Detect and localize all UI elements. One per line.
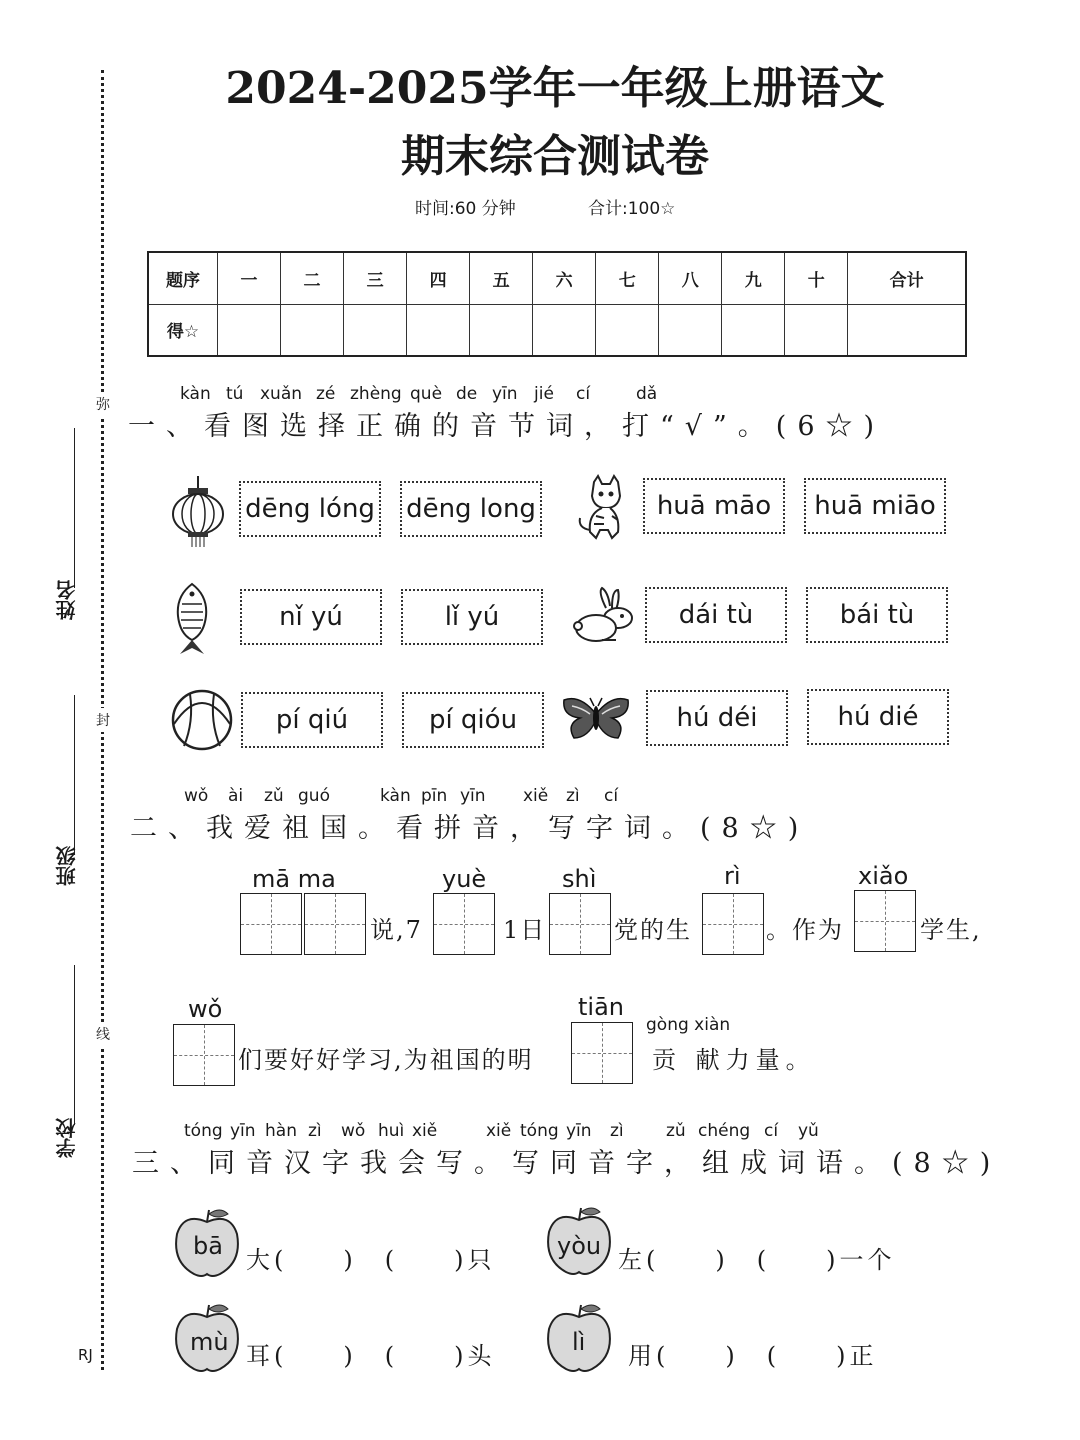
q1-option[interactable]: huā miāo: [804, 478, 946, 534]
q1-option[interactable]: hú déi: [646, 690, 788, 746]
writing-grid[interactable]: [702, 893, 764, 955]
score-table-header-row: [148, 252, 966, 304]
seal-mark-mi: 弥: [96, 392, 110, 416]
q3-pinyin: tóng: [520, 1121, 559, 1141]
score-table: [147, 251, 967, 357]
q2-pinyin: guó: [298, 786, 330, 806]
score-cell[interactable]: [281, 304, 344, 356]
q1-pinyin: jié: [534, 384, 554, 404]
q3-pinyin: chéng: [698, 1121, 751, 1141]
q2-sentence-text: 说,7: [370, 916, 423, 944]
q3-pinyin: zì: [610, 1121, 624, 1141]
q2-pinyin: xiě: [523, 786, 549, 806]
q3-pinyin: wǒ: [341, 1121, 366, 1141]
score-cell[interactable]: [407, 304, 470, 356]
q1-pinyin: tú: [226, 384, 244, 404]
q2-sentence-text: 贡 献力量。: [652, 1046, 816, 1074]
q3-pinyin: xiě: [412, 1121, 438, 1141]
school-label: 学校: [55, 1118, 79, 1158]
q3-blank-line[interactable]: 左( ) ( )一个: [618, 1246, 896, 1274]
apple-pinyin: mù: [190, 1328, 229, 1356]
score-col: 十: [785, 252, 848, 304]
writing-grid[interactable]: [854, 890, 916, 952]
score-col: 五: [470, 252, 533, 304]
lantern-icon: [170, 476, 226, 548]
q2-gongxian-pinyin: gòng xiàn: [646, 1015, 731, 1035]
q1-option[interactable]: hú dié: [807, 689, 949, 745]
writing-grid[interactable]: [240, 893, 302, 955]
q1-option[interactable]: dái tù: [645, 587, 787, 643]
q1-pinyin: kàn: [180, 384, 211, 404]
q3-pinyin: zì: [308, 1121, 322, 1141]
q2-sentence-text: 。作为: [766, 916, 844, 944]
q2-grid-pinyin: yuè: [442, 865, 487, 893]
q1-pinyin: què: [410, 384, 443, 404]
q1-option[interactable]: pí qióu: [402, 692, 544, 748]
writing-grid[interactable]: [304, 893, 366, 955]
q2-pinyin: zì: [566, 786, 580, 806]
q2-sentence-text: 1日: [503, 916, 547, 944]
score-cell[interactable]: [596, 304, 659, 356]
rabbit-icon: [572, 586, 636, 644]
score-cell[interactable]: [470, 304, 533, 356]
q1-pinyin: cí: [576, 384, 591, 404]
q1-title: 一、看图选择正确的音节词，打“√”。(6☆): [128, 411, 886, 442]
score-cell[interactable]: [785, 304, 848, 356]
score-table-score-row: [148, 304, 966, 356]
q3-pinyin: cí: [764, 1121, 779, 1141]
q1-pinyin: zé: [316, 384, 336, 404]
q1-pinyin: yīn: [492, 384, 518, 404]
score-cell[interactable]: [533, 304, 596, 356]
class-label: 班级: [55, 846, 79, 886]
q2-title: 二、我爱祖国。看拼音，写字词。(8☆): [130, 813, 810, 844]
score-col: 七: [596, 252, 659, 304]
q2-grid-pinyin: mā ma: [252, 865, 336, 893]
school-blank-line[interactable]: [74, 965, 75, 1125]
score-col: 一: [218, 252, 281, 304]
q2-pinyin: pīn: [421, 786, 448, 806]
q1-pinyin: zhèng: [350, 384, 402, 404]
q3-pinyin: zǔ: [666, 1121, 686, 1141]
fish-icon: [172, 582, 212, 656]
score-col: 六: [533, 252, 596, 304]
q3-blank-line[interactable]: 大( ) ( )只: [246, 1246, 496, 1274]
q3-pinyin: huì: [378, 1121, 405, 1141]
q2-grid-pinyin: xiǎo: [858, 862, 909, 890]
q2-sentence-text: 们要好好学习,为祖国的明: [238, 1046, 534, 1074]
q1-option[interactable]: huā māo: [643, 478, 785, 534]
writing-grid[interactable]: [571, 1022, 633, 1084]
q2-pinyin: kàn: [380, 786, 411, 806]
q2-sentence-text: 学生,: [920, 916, 982, 944]
score-cell[interactable]: [659, 304, 722, 356]
q3-pinyin: yīn: [230, 1121, 256, 1141]
q1-option[interactable]: dēng lóng: [239, 481, 381, 537]
q1-option[interactable]: dēng long: [400, 481, 542, 537]
exam-time: 时间:60 分钟: [415, 199, 516, 219]
score-cell[interactable]: [218, 304, 281, 356]
score-cell[interactable]: [722, 304, 785, 356]
q1-option[interactable]: lǐ yú: [401, 589, 543, 645]
apple-pinyin: yòu: [557, 1232, 602, 1260]
q3-pinyin: tóng: [184, 1121, 223, 1141]
q1-option[interactable]: bái tù: [806, 587, 948, 643]
q3-blank-line[interactable]: 耳( ) ( )头: [246, 1342, 496, 1370]
apple-pinyin: bā: [193, 1232, 223, 1260]
q3-pinyin: xiě: [486, 1121, 512, 1141]
exam-title: 2024-2025学年一年级上册语文: [225, 63, 885, 114]
class-blank-line[interactable]: [74, 695, 75, 855]
score-cell[interactable]: [344, 304, 407, 356]
exam-total: 合计:100☆: [588, 199, 676, 219]
exam-subtitle: 期末综合测试卷: [401, 131, 709, 182]
q2-pinyin: yīn: [460, 786, 486, 806]
q2-grid-pinyin: tiān: [578, 993, 624, 1021]
writing-grid[interactable]: [173, 1024, 235, 1086]
cat-icon: [574, 474, 630, 542]
q1-pinyin: de: [456, 384, 478, 404]
q2-sentence-text: 党的生: [614, 916, 692, 944]
q2-pinyin: cí: [604, 786, 619, 806]
edition-code: RJ: [78, 1346, 93, 1364]
q3-pinyin: yǔ: [798, 1121, 819, 1141]
seal-mark-feng: 封: [96, 708, 110, 732]
score-col: 四: [407, 252, 470, 304]
q1-pinyin: xuǎn: [260, 384, 303, 404]
q2-pinyin: wǒ: [184, 786, 209, 806]
name-label: 姓名: [55, 580, 79, 620]
q3-blank-line[interactable]: 用( ) ( )正: [628, 1342, 878, 1370]
score-col: 二: [281, 252, 344, 304]
q1-pinyin: dǎ: [636, 384, 658, 404]
score-col: 八: [659, 252, 722, 304]
score-cell[interactable]: [848, 304, 966, 356]
q3-pinyin: hàn: [265, 1121, 297, 1141]
score-col: 三: [344, 252, 407, 304]
apple-pinyin: lì: [572, 1328, 586, 1356]
q2-grid-pinyin: rì: [724, 862, 741, 890]
score-row-label: 题序: [148, 252, 218, 304]
seal-mark-xian: 线: [96, 1022, 110, 1046]
writing-grid[interactable]: [433, 893, 495, 955]
q1-option[interactable]: nǐ yú: [240, 589, 382, 645]
q1-option[interactable]: pí qiú: [241, 692, 383, 748]
ball-icon: [170, 688, 234, 752]
butterfly-icon: [560, 694, 632, 742]
q2-grid-pinyin: shì: [562, 865, 597, 893]
writing-grid[interactable]: [549, 893, 611, 955]
q3-pinyin: yīn: [566, 1121, 592, 1141]
q2-grid-pinyin: wǒ: [188, 995, 223, 1023]
name-blank-line[interactable]: [74, 428, 75, 588]
score-col: 合计: [848, 252, 966, 304]
q3-title: 三、同音汉字我会写。写同音字，组成词语。(8☆): [132, 1148, 1002, 1179]
q2-pinyin: zǔ: [264, 786, 284, 806]
q2-pinyin: ài: [228, 786, 244, 806]
score-col: 九: [722, 252, 785, 304]
score-row-label: 得☆: [148, 304, 218, 356]
